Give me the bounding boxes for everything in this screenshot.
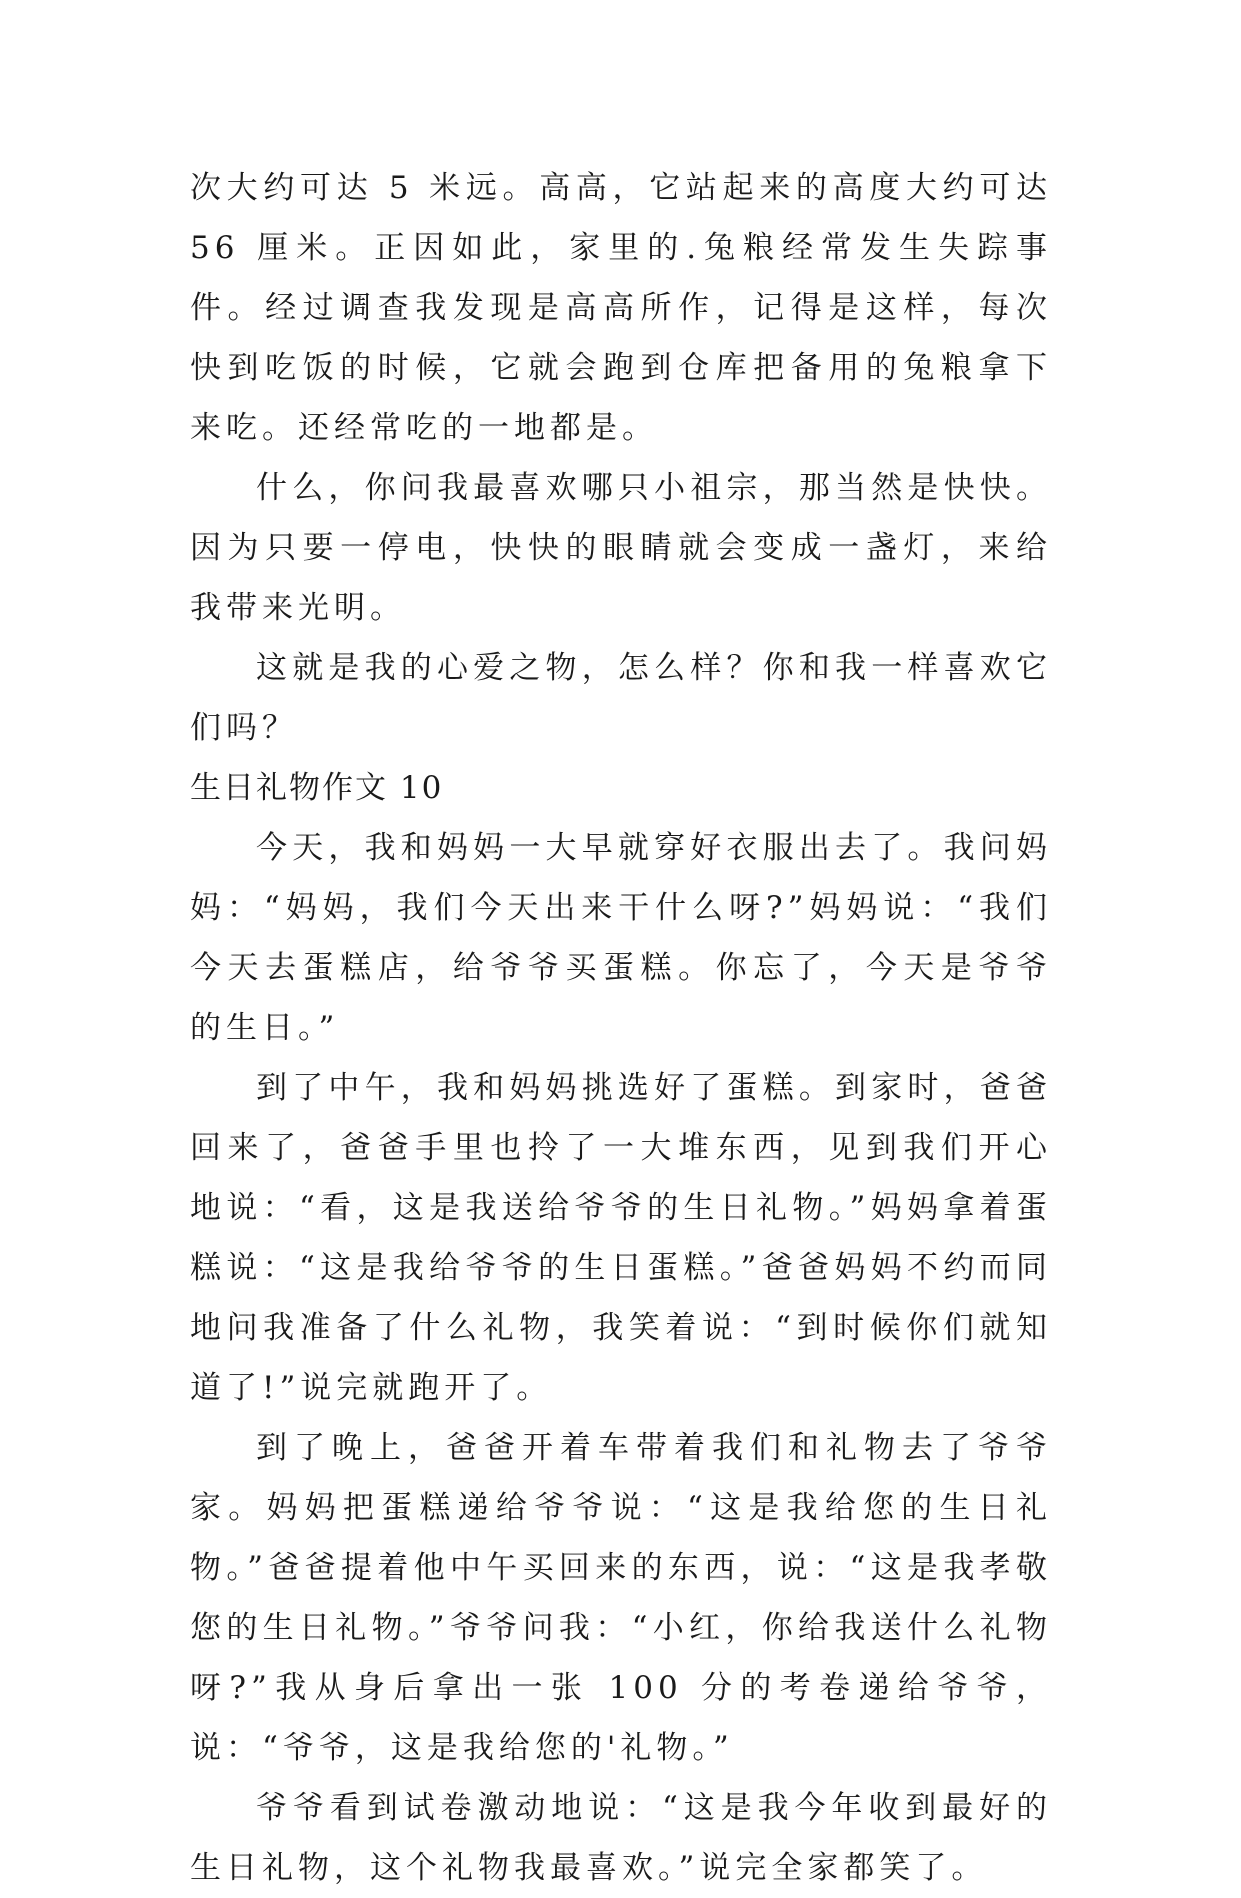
paragraph-conclusion: 这就是我的心爱之物，怎么样？你和我一样喜欢它们吗？: [190, 650, 1052, 746]
paragraph-morning: 今天，我和妈妈一大早就穿好衣服出去了。我问妈妈：“妈妈，我们今天出来干什么呀?”妈妈说：“我们今天去蛋糕店，给爷爷买蛋糕。你忘了，今天是爷爷的生日。”: [190, 830, 1052, 1046]
paragraph-favorite-rabbit: 什么，你问我最喜欢哪只小祖宗，那当然是快快。因为只要一停电，快快的眼睛就会变成一盏灯，来给我带来光明。: [190, 470, 1052, 626]
essay-title: 生日礼物作文 10: [190, 770, 444, 806]
document-body: [190, 158, 1052, 1898]
paragraph-ending: 爷爷看到试卷激动地说：“这是我今年收到最好的生日礼物，这个礼物我最喜欢。”说完全家都笑了。: [190, 1790, 1052, 1886]
paragraph-evening: 到了晚上，爸爸开着车带着我们和礼物去了爷爷家。妈妈把蛋糕递给爷爷说：“这是我给您的生日礼物。”爸爸提着他中午买回来的东西，说：“这是我孝敬您的生日礼物。”爷爷问我：“小红，你给我送什么礼物呀?”我从身后拿出一张 100 分的考卷递给爷爷，说：“爷爷，这是我给您的'礼物。”: [190, 1430, 1052, 1766]
paragraph-noon: 到了中午，我和妈妈挑选好了蛋糕。到家时，爸爸回来了，爸爸手里也拎了一大堆东西，见到我们开心地说：“看，这是我送给爷爷的生日礼物。”妈妈拿着蛋糕说：“这是我给爷爷的生日蛋糕。”爸爸妈妈不约而同地问我准备了什么礼物，我笑着说：“到时候你们就知道了!”说完就跑开了。: [190, 1070, 1052, 1406]
paragraph-rabbit-height: 次大约可达 5 米远。高高，它站起来的高度大约可达 56 厘米。正因如此，家里的.兔粮经常发生失踪事件。经过调查我发现是高高所作，记得是这样，每次快到吃饭的时候，它就会跑到仓库把备用的兔粮拿下来吃。还经常吃的一地都是。: [190, 170, 1052, 446]
